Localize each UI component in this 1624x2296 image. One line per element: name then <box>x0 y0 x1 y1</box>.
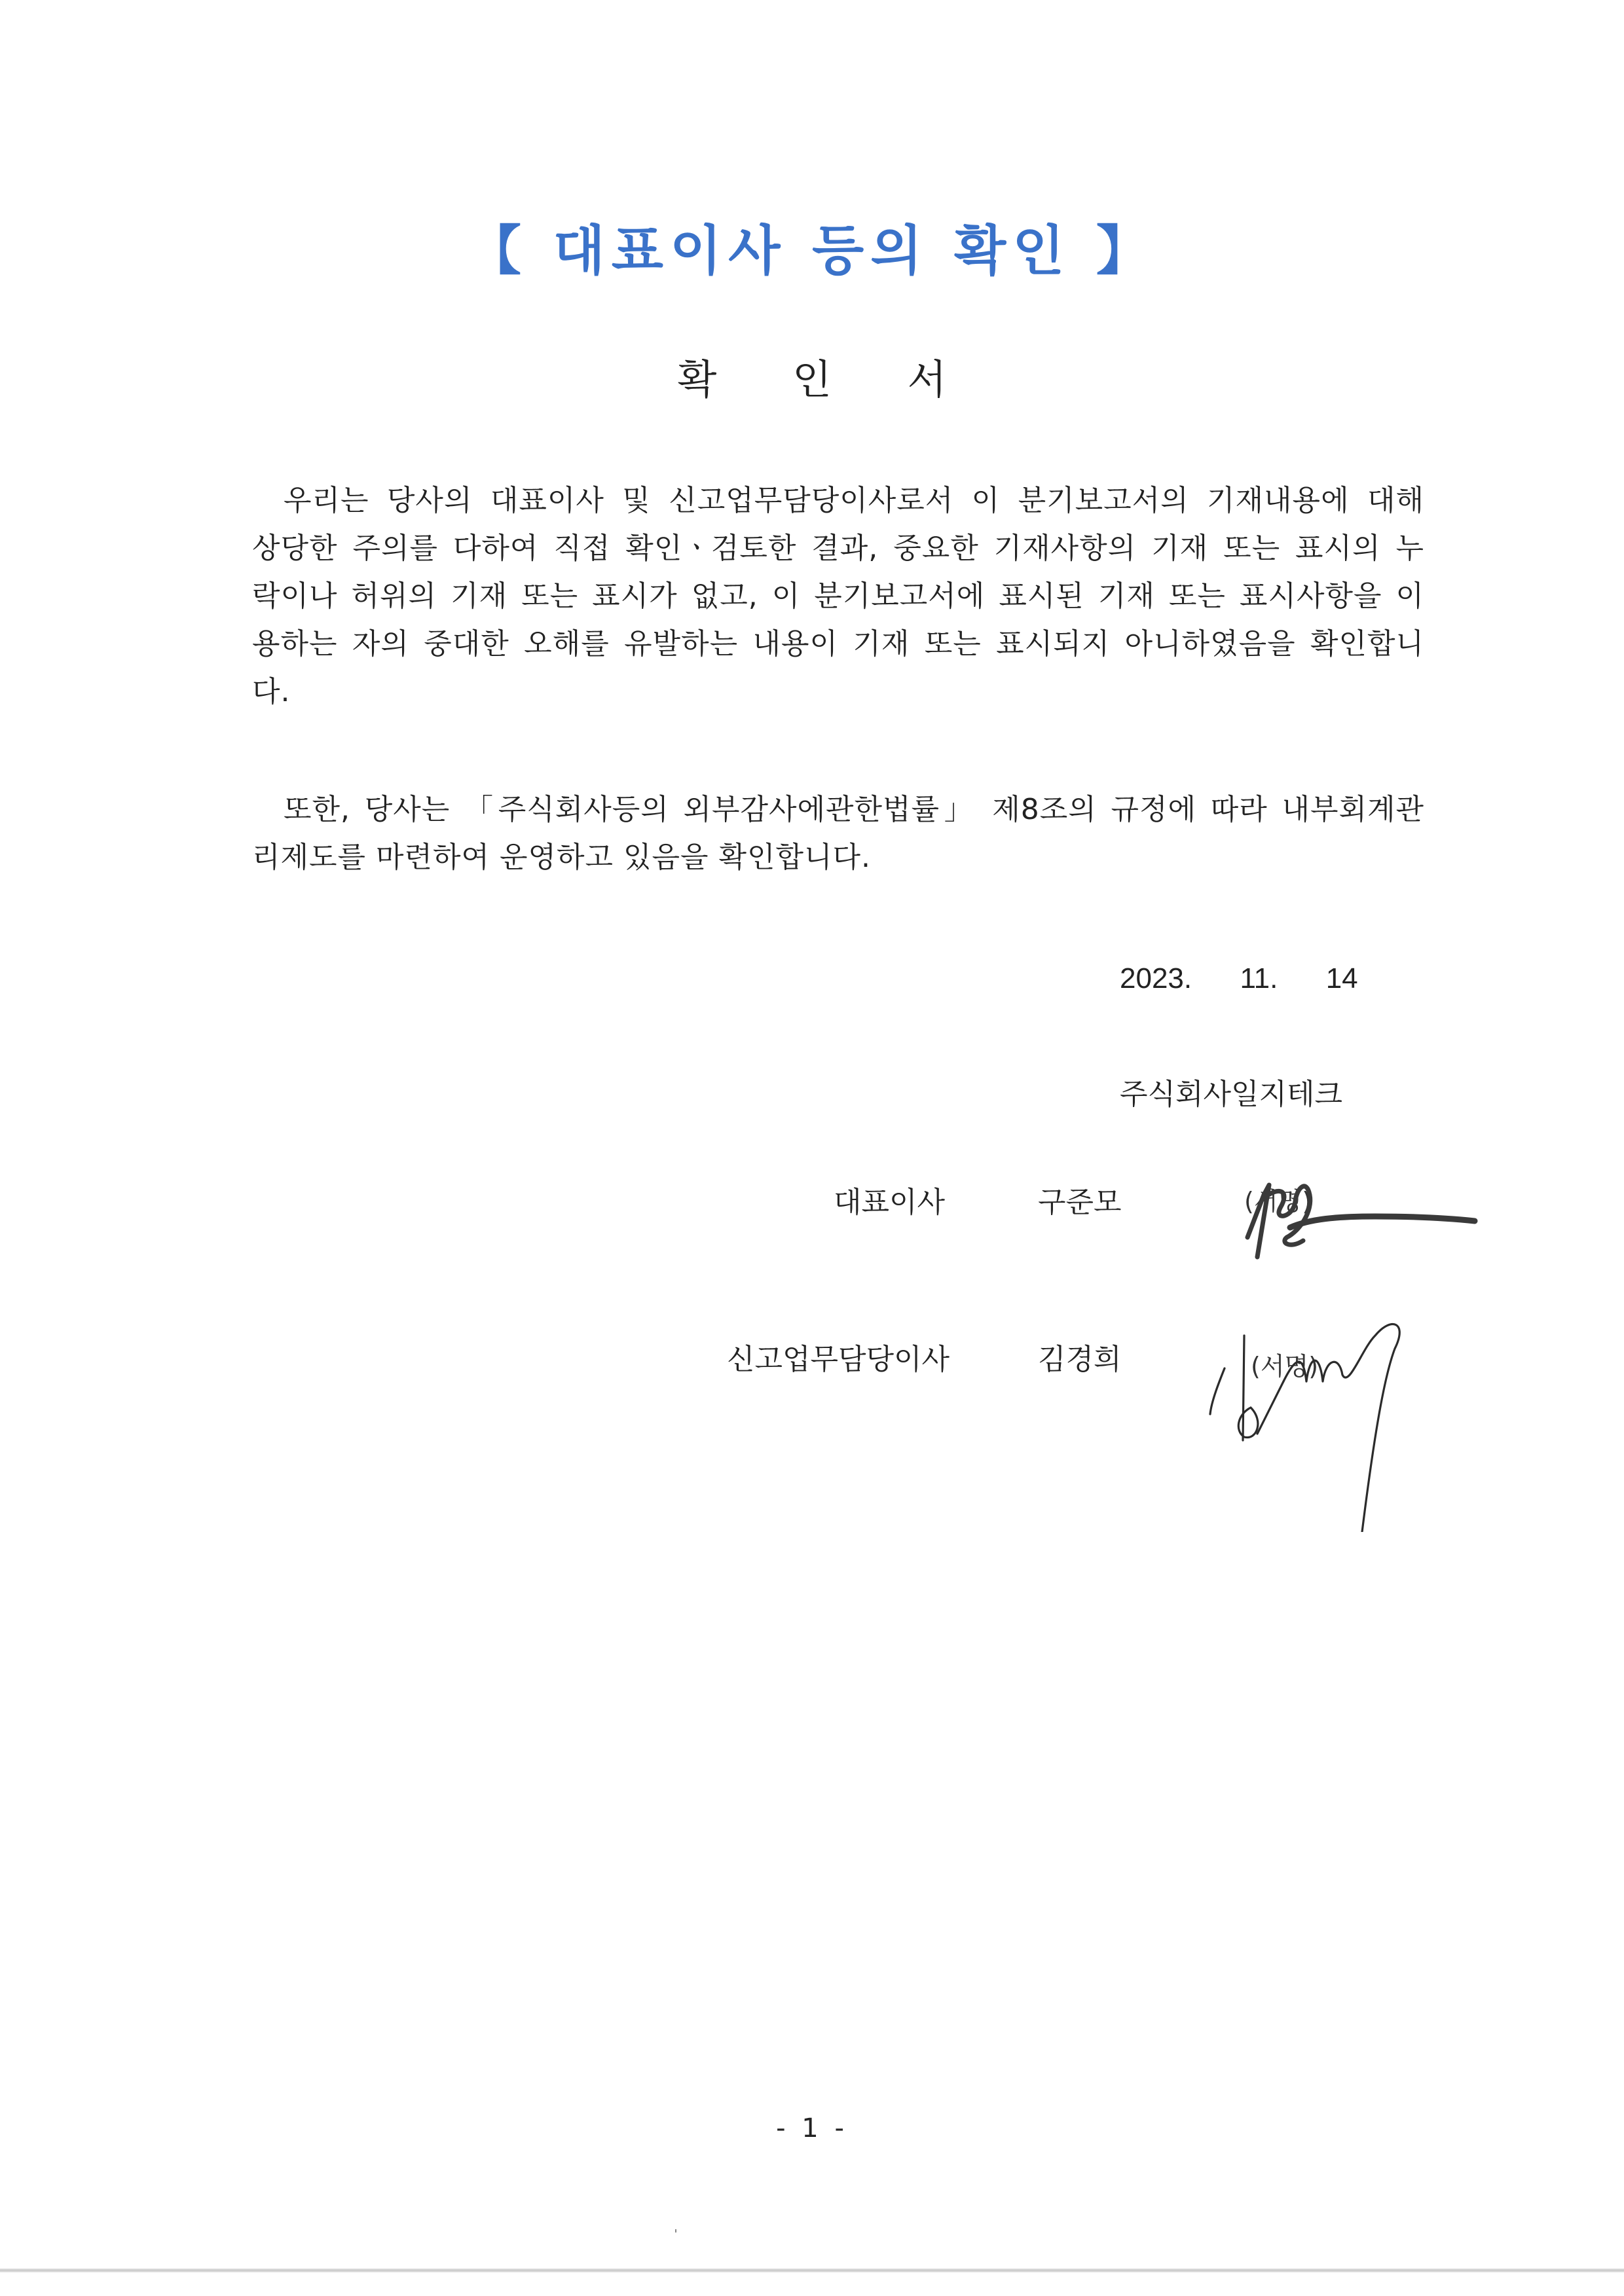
paragraph-line: 우리는 당사의 대표이사 및 신고업무담당이사로서 이 분기보고서의 기재내용에 대해 <box>284 484 1424 517</box>
signature-label: (서명) <box>1244 1187 1312 1216</box>
handwritten-signature-icon <box>1218 1159 1480 1270</box>
internal-control-paragraph <box>252 786 1424 881</box>
document-date: 2023. 11. 14 <box>1120 962 1358 994</box>
paragraph-line: 리제도를 마련하여 운영하고 있음을 확인합니다. <box>252 841 872 874</box>
page-title: 【 대표이사 등의 확인 】 <box>468 219 1156 282</box>
paragraph-line: 다. <box>252 675 291 708</box>
paragraph-line: 상당한 주의를 다하여 직접 확인ㆍ검토한 결과, 중요한 기재사항의 기재 또는 표시의 누 <box>252 532 1424 565</box>
document-heading: 확 인 서 <box>677 355 978 403</box>
signatory-name: 김경희 <box>1038 1343 1122 1376</box>
signatory-name: 구준모 <box>1038 1186 1122 1219</box>
signatory-role: 신고업무담당이사 <box>727 1343 950 1376</box>
signatory-role: 대표이사 <box>834 1186 946 1219</box>
scan-speck <box>675 2229 676 2232</box>
handwritten-signature-icon <box>1205 1309 1480 1532</box>
scan-edge-divider <box>0 2269 1624 2272</box>
paragraph-line: 락이나 허위의 기재 또는 표시가 없고, 이 분기보고서에 표시된 기재 또는 표시사항을 이 <box>252 579 1424 613</box>
signature-label: (서명) <box>1251 1352 1319 1381</box>
page-number: - 1 - <box>776 2113 848 2143</box>
paragraph-line: 용하는 자의 중대한 오해를 유발하는 내용이 기재 또는 표시되지 아니하였음을 확인합니 <box>252 627 1424 661</box>
confirmation-paragraph <box>252 477 1424 716</box>
paragraph-line: 또한, 당사는 「주식회사등의 외부감사에관한법률」 제8조의 규정에 따라 내부회계관 <box>284 793 1424 826</box>
company-name: 주식회사일지테크 <box>1120 1078 1343 1111</box>
